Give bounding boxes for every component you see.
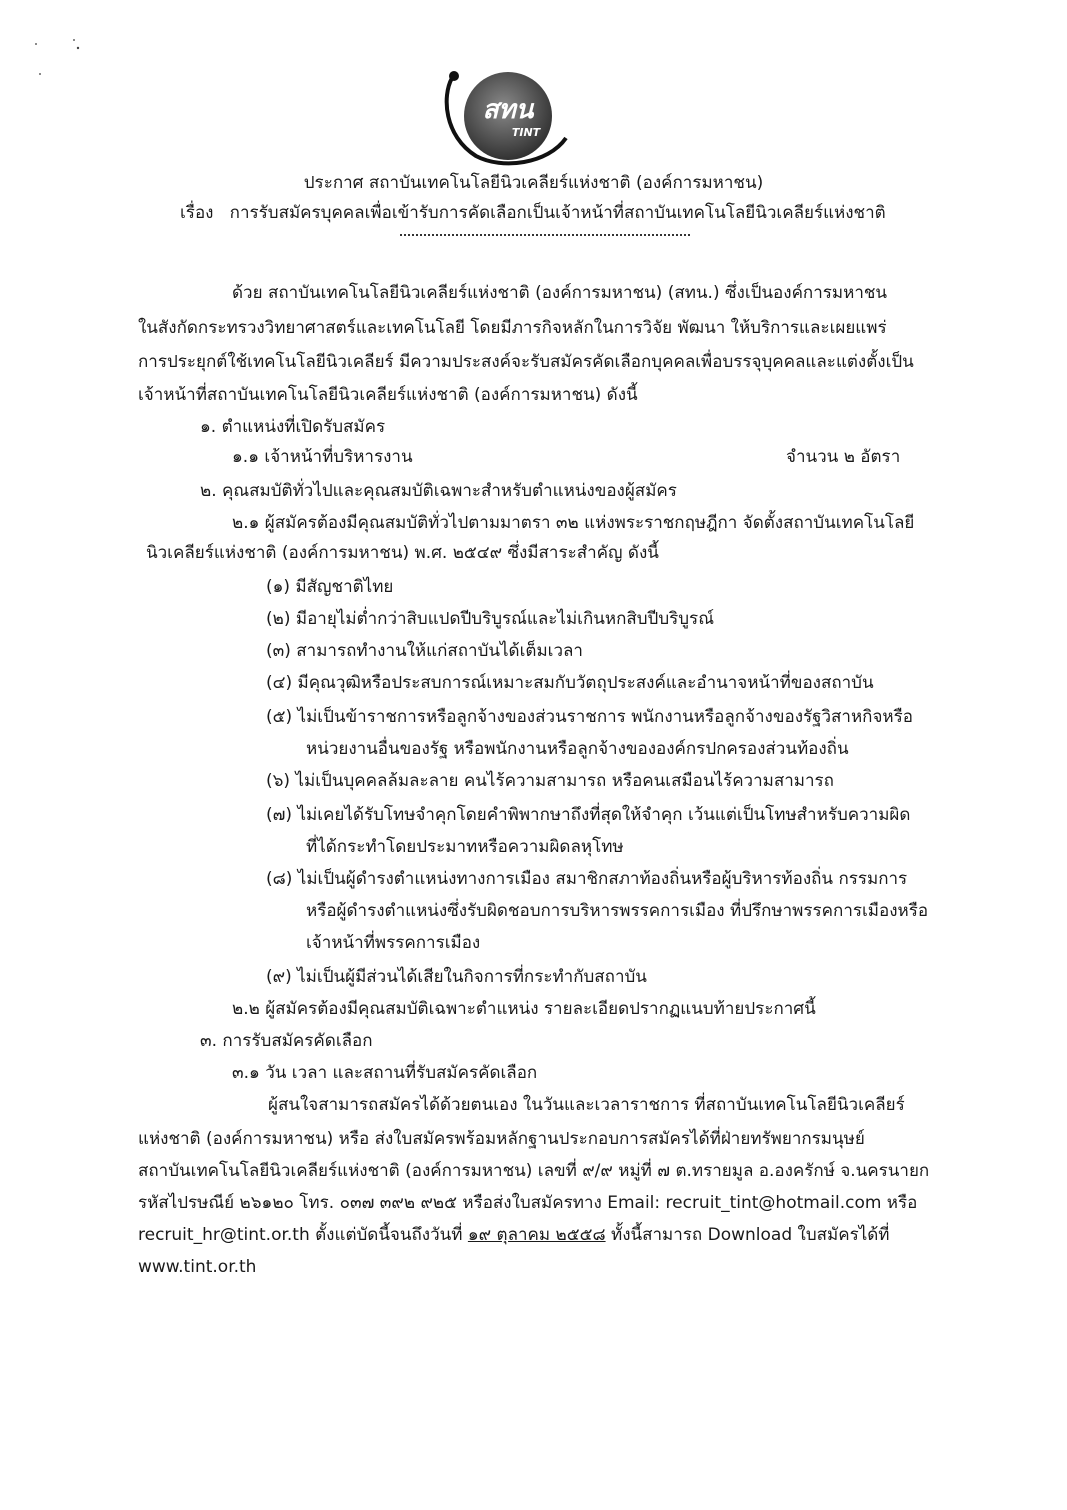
qualification-item-cont: หรือผู้ดำรงตำแหน่งซึ่งรับผิดชอบการบริหารพรรคการเมือง ที่ปรึกษาพรรคการเมืองหรือ [306, 901, 929, 921]
section3-para-line-5 [138, 1224, 890, 1246]
qualification-item: (๖) ไม่เป็นบุคคลล้มละลาย คนไร้ความสามารถ หรือคนเสมือนไร้ความสามารถ [266, 771, 834, 791]
announcement-title: ประกาศ สถาบันเทคโนโลยีนิวเคลียร์แห่งชาติ (องค์การมหาชน) [303, 173, 764, 193]
section2-2: ๒.๒ ผู้สมัครต้องมีคุณสมบัติเฉพาะตำแหน่ง รายละเอียดปรากฏแนบท้ายประกาศนี้ [232, 999, 816, 1019]
section3-para-line-3: สถาบันเทคโนโลยีนิวเคลียร์แห่งชาติ (องค์การมหาชน) เลขที่ ๙/๙ หมู่ที่ ๗ ต.ทรายมูล อ.องครักษ์ จ.นครนายก [138, 1161, 930, 1181]
section3-para-line-2: แห่งชาติ (องค์การมหาชน) หรือ ส่งใบสมัครพร้อมหลักฐานประกอบการสมัครได้ที่ฝ่ายทรัพยากรมนุษย์ [138, 1129, 865, 1149]
qualification-item-cont: หน่วยงานอื่นของรัฐ หรือพนักงานหรือลูกจ้างขององค์กรปกครองส่วนท้องถิ่น [306, 739, 849, 759]
intro-line-3: การประยุกต์ใช้เทคโนโลยีนิวเคลียร์ มีความประสงค์จะรับสมัครคัดเลือกบุคคลเพื่อบรรจุบุคคลและแต่งตั้งเป็น [138, 352, 914, 372]
download-text: ทั้งนี้สามารถ Download ใบสมัครได้ที่ [605, 1225, 890, 1245]
qualification-item: (๕) ไม่เป็นข้าราชการหรือลูกจ้างของส่วนราชการ พนักงานหรือลูกจ้างของรัฐวิสาหกิจหรือ [266, 707, 913, 727]
position-title: ๑.๑ เจ้าหน้าที่บริหารงาน [232, 447, 413, 467]
logo-text-en: TINT [511, 126, 541, 139]
recruit-email: recruit_hr@tint.or.th ตั้งแต่บัดนี้จนถึงวันที่ [138, 1225, 468, 1245]
logo-text-th: สทน [482, 95, 534, 125]
section2-heading: ๒. คุณสมบัติทั่วไปและคุณสมบัติเฉพาะสำหรับตำแหน่งของผู้สมัคร [200, 481, 677, 501]
section1-heading: ๑. ตำแหน่งที่เปิดรับสมัคร [200, 417, 386, 437]
subject-text: การรับสมัครบุคคลเพื่อเข้ารับการคัดเลือกเป็นเจ้าหน้าที่สถาบันเทคโนโลยีนิวเคลียร์แห่งชาติ [229, 203, 886, 223]
position-count: จำนวน ๒ อัตรา [786, 447, 901, 467]
qualification-item: (๒) มีอายุไม่ต่ำกว่าสิบแปดปีบริบูรณ์และไม่เกินหกสิบปีบริบูรณ์ [266, 609, 714, 629]
qualification-item: (๙) ไม่เป็นผู้มีส่วนได้เสียในกิจการที่กระทำกับสถาบัน [266, 967, 647, 987]
scan-specks [28, 36, 88, 86]
subject-line [180, 202, 886, 224]
qualification-item: (๔) มีคุณวุฒิหรือประสบการณ์เหมาะสมกับวัตถุประสงค์และอำนาจหน้าที่ของสถาบัน [266, 673, 874, 693]
section3-para-line-1: ผู้สนใจสามารถสมัครได้ด้วยตนเอง ในวันและเวลาราชการ ที่สถาบันเทคโนโลยีนิวเคลียร์ [268, 1095, 905, 1115]
intro-line-4: เจ้าหน้าที่สถาบันเทคโนโลยีนิวเคลียร์แห่งชาติ (องค์การมหาชน) ดังนี้ [138, 385, 638, 405]
qualification-item: (๘) ไม่เป็นผู้ดำรงตำแหน่งทางการเมือง สมาชิกสภาท้องถิ่นหรือผู้บริหารท้องถิ่น กรรมการ [266, 869, 908, 889]
qualification-item-cont: เจ้าหน้าที่พรรคการเมือง [306, 933, 481, 953]
qualification-item: (๗) ไม่เคยได้รับโทษจำคุกโดยคำพิพากษาถึงที่สุดให้จำคุก เว้นแต่เป็นโทษสำหรับความผิด [266, 805, 911, 825]
qualification-item: (๓) สามารถทำงานให้แก่สถาบันได้เต็มเวลา [266, 641, 583, 661]
deadline-date: ๑๙ ตุลาคม ๒๕๕๘ [467, 1225, 606, 1245]
section3-heading: ๓. การรับสมัครคัดเลือก [200, 1031, 373, 1051]
dotted-separator [400, 234, 690, 236]
tint-logo [436, 56, 576, 168]
qualification-item-cont: ที่ได้กระทำโดยประมาทหรือความผิดลหุโทษ [306, 837, 624, 857]
intro-line-2: ในสังกัดกระทรวงวิทยาศาสตร์และเทคโนโลยี โดยมีภารกิจหลักในการวิจัย พัฒนา ให้บริการและเผยแพร่ [138, 318, 887, 338]
orbit-dot [449, 71, 459, 81]
qualification-item: (๑) มีสัญชาติไทย [266, 577, 394, 597]
section2-1-line-1: ๒.๑ ผู้สมัครต้องมีคุณสมบัติทั่วไปตามมาตรา ๓๒ แห่งพระราชกฤษฎีกา จัดตั้งสถาบันเทคโนโลยี [232, 513, 915, 533]
website-url: www.tint.or.th [138, 1257, 257, 1277]
intro-line-1: ด้วย สถาบันเทคโนโลยีนิวเคลียร์แห่งชาติ (องค์การมหาชน) (สทน.) ซึ่งเป็นองค์การมหาชน [232, 283, 888, 303]
section3-para-line-4: รหัสไปรษณีย์ ๒๖๑๒๐ โทร. ๐๓๗ ๓๙๒ ๙๒๕ หรือส่งใบสมัครทาง Email: recruit_tint@hotmail.com หรือ [138, 1193, 918, 1213]
section3-1: ๓.๑ วัน เวลา และสถานที่รับสมัครคัดเลือก [232, 1063, 538, 1083]
section2-1-line-2: นิวเคลียร์แห่งชาติ (องค์การมหาชน) พ.ศ. ๒๕๔๙ ซึ่งมีสาระสำคัญ ดังนี้ [146, 543, 659, 563]
subject-label: เรื่อง [180, 203, 214, 223]
